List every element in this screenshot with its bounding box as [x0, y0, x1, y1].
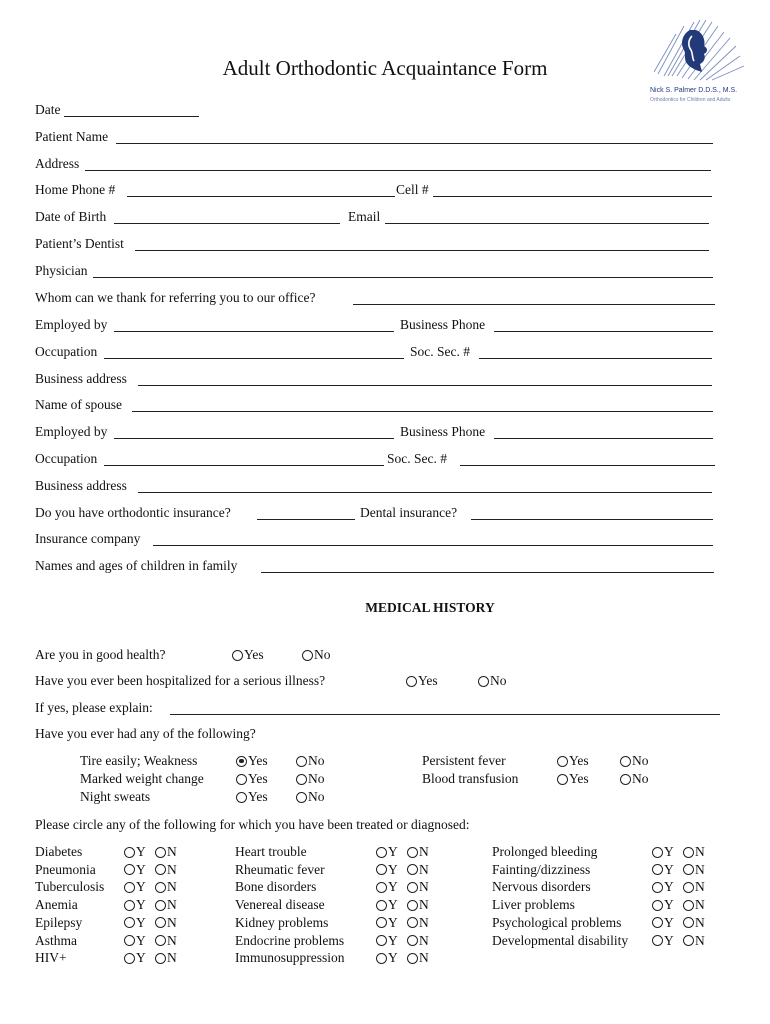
condition-yes-option[interactable]: [652, 878, 674, 896]
condition-yes-option[interactable]: [652, 843, 674, 861]
no-label: No: [490, 673, 507, 688]
radio-icon: [407, 847, 418, 858]
n-label: N: [419, 897, 429, 913]
condition-label: Developmental disability: [492, 932, 629, 948]
y-label: Y: [664, 844, 674, 859]
fever-yes[interactable]: [557, 752, 589, 770]
yes-label: Yes: [569, 753, 589, 768]
n-label: N: [419, 861, 429, 877]
ortho-insurance-label: Do you have orthodontic insurance?: [35, 505, 231, 520]
tire-easily-yes[interactable]: [236, 752, 268, 770]
occupation-input-1[interactable]: [104, 358, 404, 359]
circle-instructions: Please circle any of the following for which you have been treated or diagnosed:: [35, 817, 470, 832]
y-label: Y: [388, 914, 398, 930]
condition-yes-option[interactable]: [124, 932, 146, 950]
hospitalized-yes[interactable]: [406, 672, 438, 690]
tire-easily-no[interactable]: [296, 752, 325, 770]
business-address-label-1: Business address: [35, 371, 127, 386]
referral-input[interactable]: [353, 304, 715, 305]
n-label: N: [167, 932, 177, 948]
condition-label: Fainting/dizziness: [492, 861, 591, 877]
spouse-label: Name of spouse: [35, 397, 122, 412]
radio-icon: [376, 900, 387, 911]
radio-icon: [236, 792, 247, 803]
radio-icon: [155, 917, 166, 928]
symptom-label: Night sweats: [80, 789, 151, 804]
email-input[interactable]: [385, 223, 709, 224]
radio-icon: [124, 917, 135, 928]
business-phone-label-1: Business Phone: [400, 317, 486, 332]
symptom-label: Tire easily; Weakness: [80, 753, 198, 768]
employed-by-label-1: Employed by: [35, 317, 108, 332]
radio-icon: [683, 900, 694, 911]
radio-icon: [236, 774, 247, 785]
soc-sec-input-1[interactable]: [479, 358, 712, 359]
radio-icon: [302, 650, 313, 661]
condition-yes-option[interactable]: [652, 896, 674, 914]
radio-icon: [652, 864, 663, 875]
radio-icon: [652, 900, 663, 911]
n-label: N: [695, 844, 705, 859]
radio-icon: [620, 756, 631, 767]
radio-icon: [155, 935, 166, 946]
condition-yes-option[interactable]: [376, 861, 398, 879]
no-label: No: [314, 647, 331, 662]
condition-no-option[interactable]: [155, 861, 177, 879]
condition-label: Immunosuppression: [235, 950, 345, 966]
business-phone-input-2[interactable]: [494, 438, 713, 439]
radio-icon: [296, 792, 307, 803]
physician-label: Physician: [35, 263, 88, 278]
dob-input[interactable]: [114, 223, 340, 224]
radio-icon: [407, 935, 418, 946]
n-label: N: [167, 844, 177, 859]
y-label: Y: [664, 879, 674, 895]
radio-icon: [557, 756, 568, 767]
dentist-label: Patient’s Dentist: [35, 236, 124, 251]
n-label: N: [419, 879, 429, 895]
no-label: No: [308, 771, 325, 786]
y-label: Y: [136, 897, 146, 913]
yes-label: Yes: [248, 753, 268, 768]
y-label: Y: [388, 897, 398, 913]
radio-icon: [407, 882, 418, 893]
y-label: Y: [136, 932, 146, 948]
good-health-question: Are you in good health?: [35, 647, 166, 662]
ortho-insurance-input[interactable]: [257, 519, 355, 520]
radio-icon: [376, 882, 387, 893]
radio-selected-icon: [236, 756, 247, 767]
condition-no-option[interactable]: [407, 843, 429, 861]
condition-no-option[interactable]: [155, 843, 177, 861]
condition-yes-option[interactable]: [652, 861, 674, 879]
fever-no[interactable]: [620, 752, 649, 770]
occupation-label-2: Occupation: [35, 451, 98, 466]
physician-input[interactable]: [93, 277, 713, 278]
explain-input[interactable]: [170, 714, 720, 715]
radio-icon: [652, 935, 663, 946]
condition-no-option[interactable]: [407, 896, 429, 914]
dentist-input[interactable]: [135, 250, 709, 251]
radio-icon: [376, 864, 387, 875]
logo-name: Nick S. Palmer D.D.S., M.S.: [650, 87, 738, 94]
n-label: N: [167, 914, 177, 930]
n-label: N: [695, 932, 705, 948]
occupation-input-2[interactable]: [104, 465, 384, 466]
night-sweats-no[interactable]: [296, 788, 325, 806]
condition-label: Prolonged bleeding: [492, 844, 598, 859]
radio-icon: [155, 953, 166, 964]
condition-label: Pneumonia: [35, 861, 96, 877]
condition-label: Nervous disorders: [492, 879, 591, 895]
condition-label: Psychological problems: [492, 914, 622, 930]
insurance-company-label: Insurance company: [35, 531, 141, 546]
address-input[interactable]: [85, 170, 711, 171]
soc-sec-input-2[interactable]: [460, 465, 715, 466]
no-label: No: [308, 789, 325, 804]
condition-label: HIV+: [35, 950, 67, 966]
condition-no-option[interactable]: [155, 949, 177, 967]
employed-by-label-2: Employed by: [35, 424, 108, 439]
occupation-label-1: Occupation: [35, 344, 98, 359]
no-label: No: [308, 753, 325, 768]
home-phone-label: Home Phone #: [35, 182, 116, 197]
n-label: N: [167, 897, 177, 913]
weight-change-no[interactable]: [296, 770, 325, 788]
symptom-label: Marked weight change: [80, 771, 204, 786]
hospitalized-no[interactable]: [478, 672, 507, 690]
radio-icon: [683, 882, 694, 893]
radio-icon: [124, 847, 135, 858]
radio-icon: [406, 676, 417, 687]
condition-label: Epilepsy: [35, 914, 83, 930]
weight-change-yes[interactable]: [236, 770, 268, 788]
practice-logo: [644, 16, 764, 108]
condition-no-option[interactable]: [683, 843, 705, 861]
y-label: Y: [388, 844, 398, 859]
condition-no-option[interactable]: [155, 932, 177, 950]
no-label: No: [632, 771, 649, 786]
condition-no-option[interactable]: [683, 878, 705, 896]
radio-icon: [407, 864, 418, 875]
condition-yes-option[interactable]: [652, 932, 674, 950]
condition-no-option[interactable]: [407, 861, 429, 879]
condition-yes-option[interactable]: [652, 914, 674, 932]
condition-label: Asthma: [35, 932, 77, 948]
business-address-input-1[interactable]: [138, 385, 712, 386]
condition-label: Bone disorders: [235, 879, 317, 895]
dob-label: Date of Birth: [35, 209, 107, 224]
condition-yes-option[interactable]: [124, 843, 146, 861]
radio-icon: [478, 676, 489, 687]
radio-icon: [652, 882, 663, 893]
condition-no-option[interactable]: [683, 896, 705, 914]
radio-icon: [407, 900, 418, 911]
address-label: Address: [35, 156, 80, 171]
yes-label: Yes: [244, 647, 264, 662]
condition-no-option[interactable]: [407, 914, 429, 932]
y-label: Y: [664, 932, 674, 948]
insurance-company-input[interactable]: [153, 545, 713, 546]
radio-icon: [155, 882, 166, 893]
children-label: Names and ages of children in family: [35, 558, 238, 573]
condition-label: Anemia: [35, 897, 78, 913]
dental-insurance-input[interactable]: [471, 519, 713, 520]
condition-no-option[interactable]: [683, 914, 705, 932]
radio-icon: [376, 935, 387, 946]
cell-label: Cell #: [396, 182, 429, 197]
radio-icon: [124, 935, 135, 946]
condition-no-option[interactable]: [155, 914, 177, 932]
y-label: Y: [136, 879, 146, 895]
medical-history-heading: MEDICAL HISTORY: [365, 600, 495, 615]
condition-yes-option[interactable]: [376, 896, 398, 914]
employed-by-input-1[interactable]: [114, 331, 394, 332]
y-label: Y: [136, 914, 146, 930]
radio-icon: [683, 847, 694, 858]
radio-icon: [124, 864, 135, 875]
radio-icon: [296, 774, 307, 785]
spouse-input[interactable]: [132, 411, 713, 412]
y-label: Y: [388, 950, 398, 966]
radio-icon: [155, 900, 166, 911]
referral-label: Whom can we thank for referring you to our office?: [35, 290, 316, 305]
children-input[interactable]: [261, 572, 714, 573]
had-any-question: Have you ever had any of the following?: [35, 726, 256, 741]
radio-icon: [376, 847, 387, 858]
n-label: N: [695, 914, 705, 930]
n-label: N: [695, 861, 705, 877]
radio-icon: [620, 774, 631, 785]
radio-icon: [296, 756, 307, 767]
radio-icon: [155, 847, 166, 858]
y-label: Y: [388, 879, 398, 895]
n-label: N: [419, 844, 429, 859]
condition-no-option[interactable]: [407, 878, 429, 896]
symptom-label: Blood transfusion: [422, 771, 519, 786]
condition-label: Venereal disease: [235, 897, 325, 913]
y-label: Y: [388, 932, 398, 948]
y-label: Y: [664, 897, 674, 913]
radio-icon: [652, 917, 663, 928]
yes-label: Yes: [248, 771, 268, 786]
condition-yes-option[interactable]: [376, 878, 398, 896]
yes-label: Yes: [569, 771, 589, 786]
business-address-label-2: Business address: [35, 478, 127, 493]
n-label: N: [167, 879, 177, 895]
night-sweats-yes[interactable]: [236, 788, 268, 806]
radio-icon: [683, 864, 694, 875]
explain-label: If yes, please explain:: [35, 700, 153, 715]
form-title: Adult Orthodontic Acquaintance Form: [222, 56, 548, 80]
condition-label: Tuberculosis: [35, 879, 105, 895]
employed-by-input-2[interactable]: [114, 438, 394, 439]
radio-icon: [407, 917, 418, 928]
n-label: N: [695, 897, 705, 913]
email-label: Email: [348, 209, 381, 224]
no-label: No: [632, 753, 649, 768]
profile-logo-icon: [644, 16, 764, 86]
condition-yes-option[interactable]: [124, 949, 146, 967]
condition-no-option[interactable]: [683, 932, 705, 950]
n-label: N: [695, 879, 705, 895]
n-label: N: [419, 914, 429, 930]
soc-sec-label-1: Soc. Sec. #: [410, 344, 470, 359]
radio-icon: [376, 953, 387, 964]
yes-label: Yes: [418, 673, 438, 688]
condition-yes-option[interactable]: [124, 896, 146, 914]
condition-yes-option[interactable]: [376, 914, 398, 932]
n-label: N: [419, 932, 429, 948]
radio-icon: [124, 900, 135, 911]
condition-yes-option[interactable]: [376, 932, 398, 950]
condition-no-option[interactable]: [683, 861, 705, 879]
condition-yes-option[interactable]: [376, 843, 398, 861]
patient-name-input[interactable]: [116, 143, 713, 144]
condition-label: Diabetes: [35, 844, 83, 859]
radio-icon: [683, 917, 694, 928]
condition-no-option[interactable]: [155, 878, 177, 896]
condition-label: Liver problems: [492, 897, 575, 913]
condition-label: Endocrine problems: [235, 932, 345, 948]
business-phone-input-1[interactable]: [494, 331, 713, 332]
condition-yes-option[interactable]: [124, 878, 146, 896]
condition-no-option[interactable]: [155, 896, 177, 914]
symptom-label: Persistent fever: [422, 753, 506, 768]
n-label: N: [167, 861, 177, 877]
good-health-no[interactable]: [302, 646, 331, 664]
radio-icon: [232, 650, 243, 661]
y-label: Y: [136, 950, 146, 966]
soc-sec-label-2: Soc. Sec. #: [387, 451, 447, 466]
home-phone-input[interactable]: [127, 196, 395, 197]
transfusion-no[interactable]: [620, 770, 649, 788]
radio-icon: [124, 953, 135, 964]
date-label: Date: [35, 102, 61, 117]
y-label: Y: [388, 861, 398, 877]
condition-label: Heart trouble: [235, 844, 307, 859]
radio-icon: [407, 953, 418, 964]
condition-yes-option[interactable]: [376, 949, 398, 967]
hospitalized-question: Have you ever been hospitalized for a serious illness?: [35, 673, 326, 688]
y-label: Y: [664, 914, 674, 930]
condition-no-option[interactable]: [407, 932, 429, 950]
condition-label: Rheumatic fever: [235, 861, 325, 877]
business-address-input-2[interactable]: [138, 492, 712, 493]
n-label: N: [167, 950, 177, 966]
y-label: Y: [136, 844, 146, 859]
transfusion-yes[interactable]: [557, 770, 589, 788]
date-input[interactable]: [64, 116, 199, 117]
good-health-yes[interactable]: [232, 646, 264, 664]
radio-icon: [124, 882, 135, 893]
radio-icon: [683, 935, 694, 946]
y-label: Y: [136, 861, 146, 877]
condition-yes-option[interactable]: [124, 861, 146, 879]
condition-label: Kidney problems: [235, 914, 329, 930]
dental-insurance-label: Dental insurance?: [360, 505, 458, 520]
n-label: N: [419, 950, 429, 966]
condition-no-option[interactable]: [407, 949, 429, 967]
cell-input[interactable]: [433, 196, 712, 197]
condition-yes-option[interactable]: [124, 914, 146, 932]
yes-label: Yes: [248, 789, 268, 804]
radio-icon: [652, 847, 663, 858]
patient-name-label: Patient Name: [35, 129, 109, 144]
y-label: Y: [664, 861, 674, 877]
radio-icon: [155, 864, 166, 875]
business-phone-label-2: Business Phone: [400, 424, 486, 439]
logo-subtitle: Orthodontics for Children and Adults: [650, 97, 731, 103]
radio-icon: [557, 774, 568, 785]
radio-icon: [376, 917, 387, 928]
